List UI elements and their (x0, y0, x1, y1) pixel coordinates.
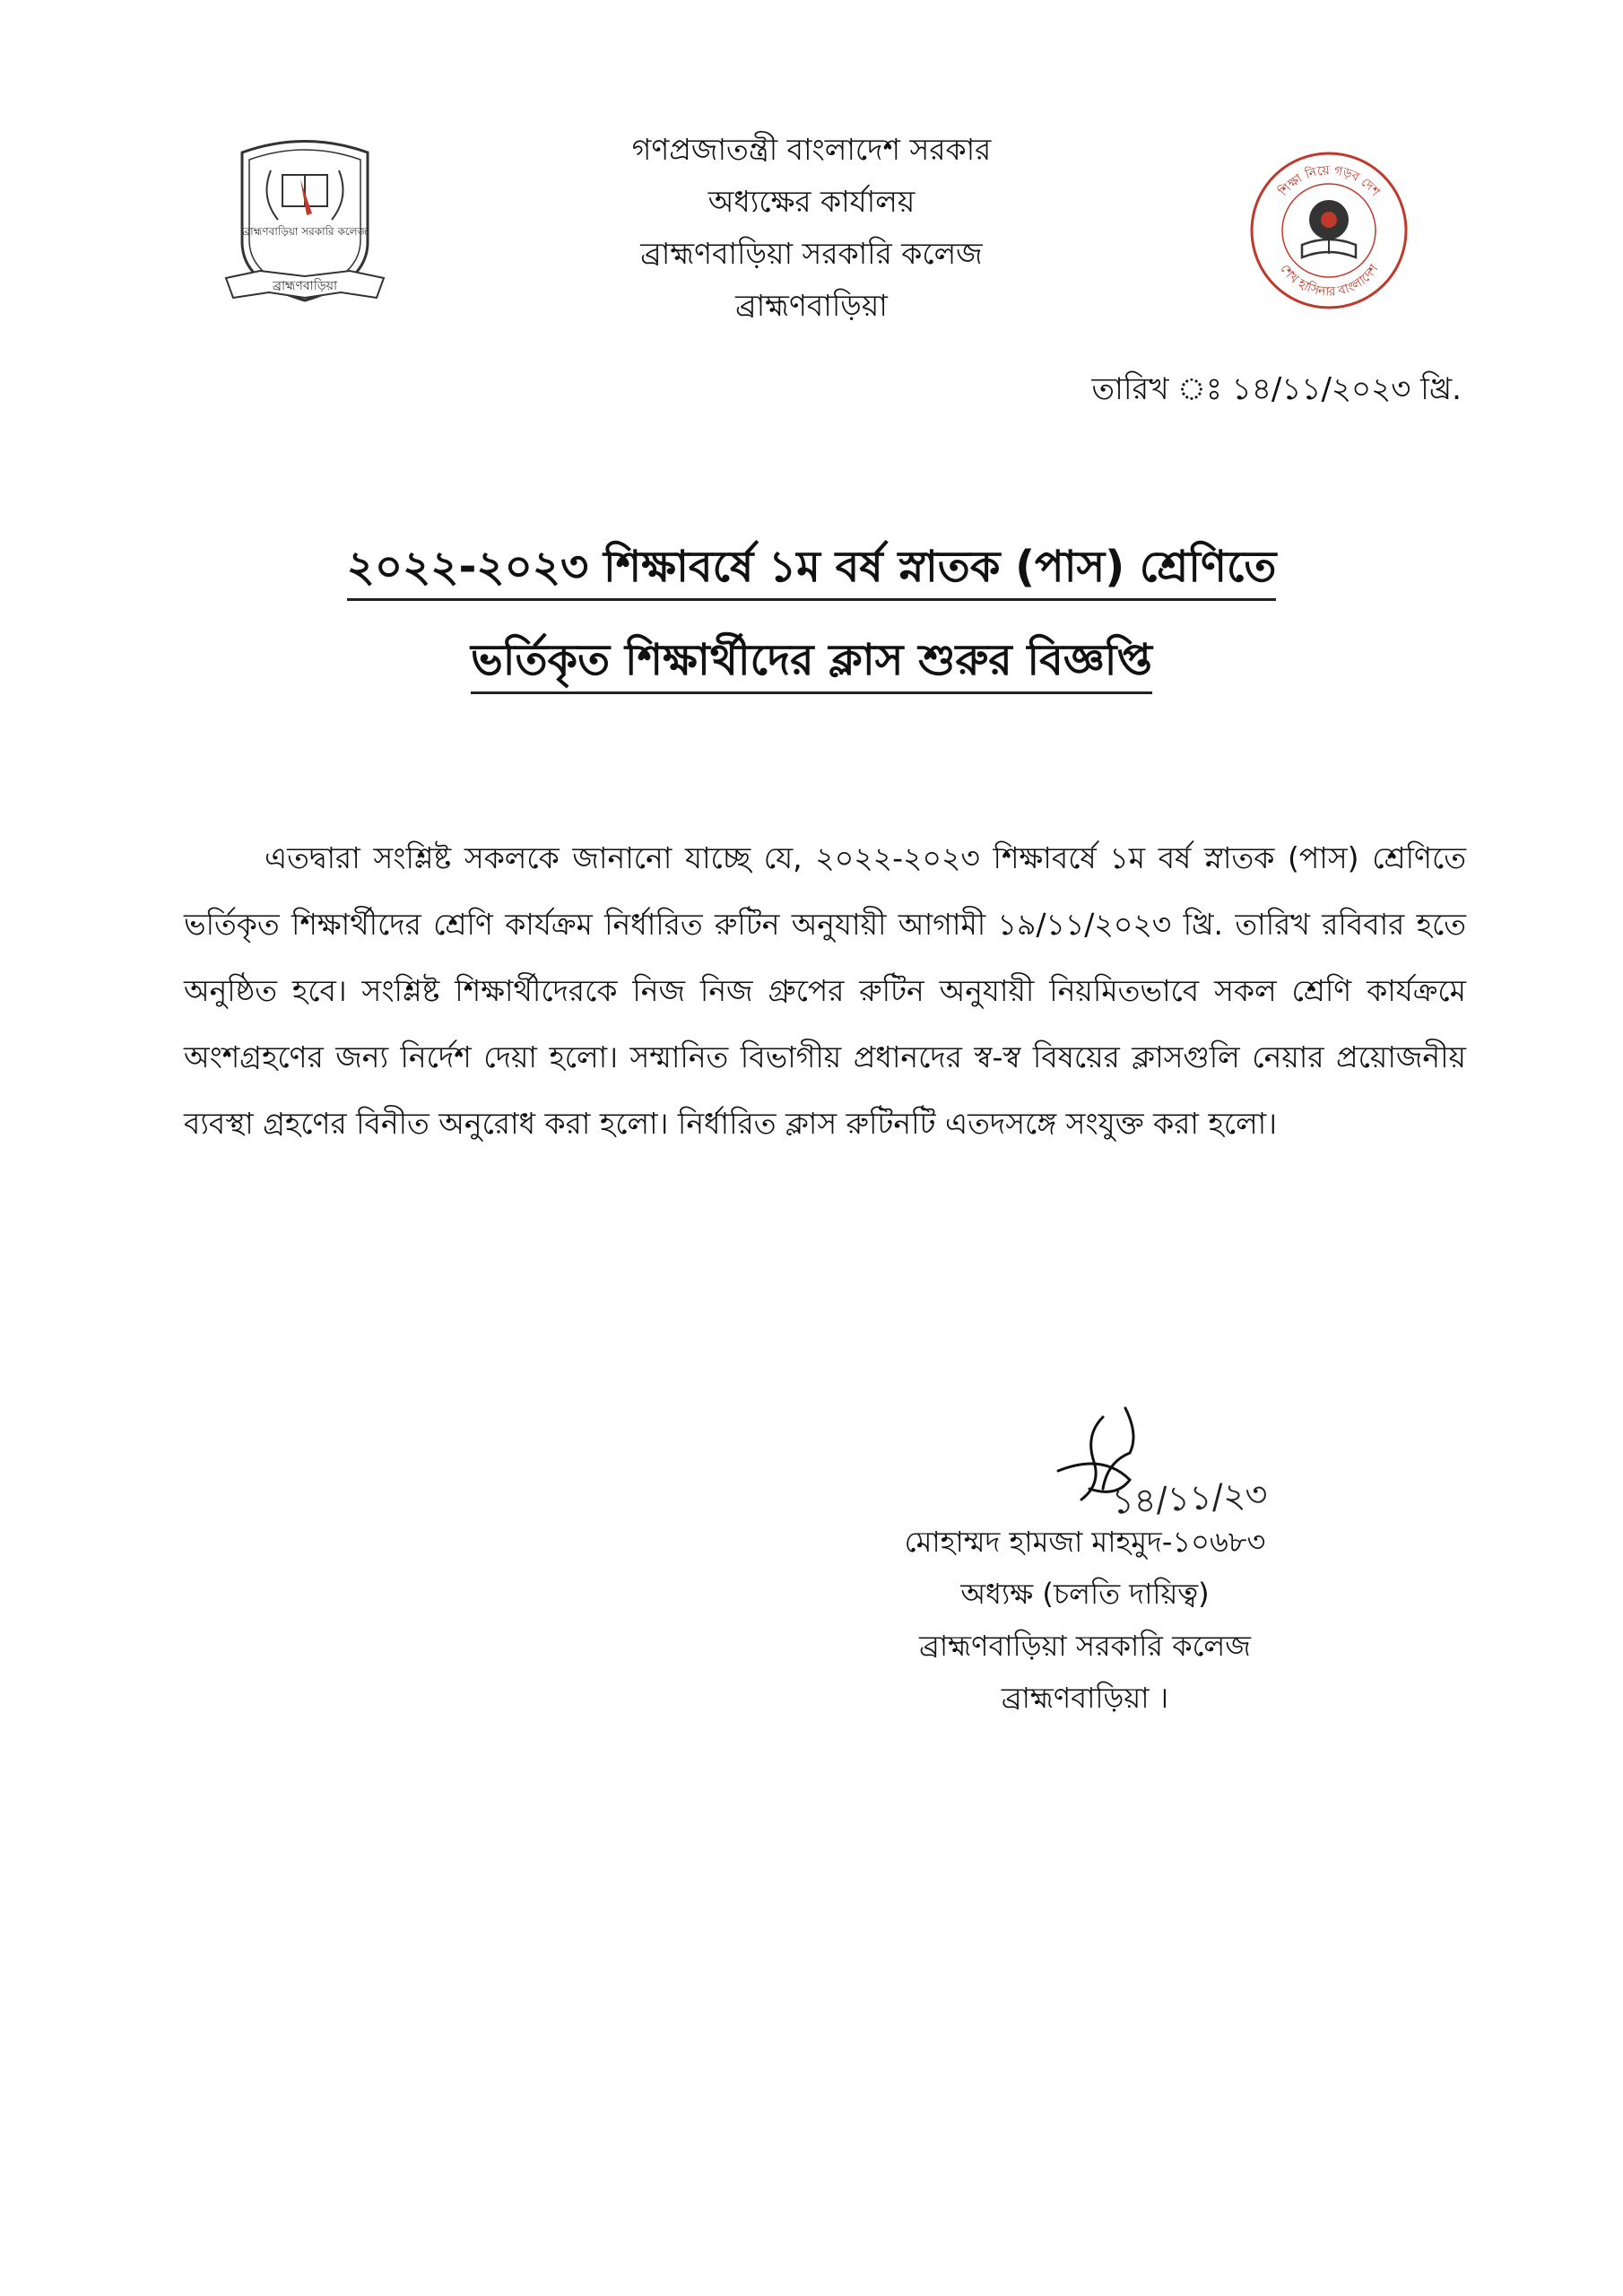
signature-block (834, 1516, 1336, 1724)
signatory-location: ব্রাহ্মণবাড়িয়া । (1001, 1681, 1169, 1715)
title-line-1: ২০২২-২০২৩ শিক্ষাবর্ষে ১ম বর্ষ স্নাতক (পাস) শ্রেণিতে (347, 535, 1277, 601)
notice-date: তারিখ ঃ ১৪/১১/২০২৩ খ্রি. (1091, 371, 1462, 407)
office-header (453, 124, 1170, 332)
signature-date: ১৪/১১/২৩ (1110, 1474, 1269, 1522)
crest-text: ব্রাহ্মণবাড়িয়া সরকারি কলেজ (242, 225, 368, 238)
header-line-college: ব্রাহ্মণবাড়িয়া সরকারি কলেজ (640, 236, 983, 271)
svg-text:শেখ হাসিনার বাংলাদেশ (1277, 262, 1382, 300)
emblem-top-text: শিক্ষা নিয়ে গড়ব দেশ (1276, 163, 1383, 199)
notice-body: এতদ্বারা সংশ্লিষ্ট সকলকে জানানো যাচ্ছে যে, ২০২২-২০২৩ শিক্ষাবর্ষে ১ম বর্ষ স্নাতক (পাস) শ্রেণিতে ভর্তিকৃত শিক্ষার্থীদের শ্রেণি কার্যক্রম নির্ধারিত রুটিন অনুযায়ী আগামী ১৯/১১/২০২৩ খ্রি. তারিখ রবিবার হতে অনুষ্ঠিত হবে। সংশ্লিষ্ট শিক্ষার্থীদেরকে নিজ নিজ গ্রুপের রুটিন অনুযায়ী নিয়মিতভাবে সকল শ্রেণি কার্যক্রমে অংশগ্রহণের জন্য নির্দেশ দেয়া হলো। সম্মানিত বিভাগীয় প্রধানদের স্ব-স্ব বিষয়ের ক্লাসগুলি নেয়ার প্রয়োজনীয় ব্যবস্থা গ্রহণের বিনীত অনুরোধ করা হলো। নির্ধারিত ক্লাস রুটিনটি এতদসঙ্গে সংযুক্ত করা হলো। (184, 840, 1466, 1141)
signatory-institution: ব্রাহ্মণবাড়িয়া সরকারি কলেজ (919, 1629, 1251, 1663)
header-line-office: অধ্যক্ষের কার্যালয় (707, 184, 916, 219)
header-line-location: ব্রাহ্মণবাড়িয়া (735, 288, 888, 323)
college-crest-logo (224, 135, 386, 314)
signatory-designation: অধ্যক্ষ (চলতি দায়িত্ব) (960, 1577, 1210, 1611)
title-line-2: ভর্তিকৃত শিক্ষার্থীদের ক্লাস শুরুর বিজ্ঞপ্তি (471, 629, 1152, 694)
signatory-name: মোহাম্মদ হামজা মাহমুদ-১০৬৮৩ (904, 1525, 1266, 1559)
emblem-bottom-text: শেখ হাসিনার বাংলাদেশ (1277, 261, 1382, 300)
slogan-emblem-logo (1246, 148, 1412, 314)
svg-text:শিক্ষা নিয়ে গড়ব দেশ (1275, 163, 1383, 200)
header-line-government: গণপ্রজাতন্ত্রী বাংলাদেশ সরকার (631, 132, 992, 167)
notice-title (161, 520, 1462, 707)
crest-ribbon-text: ব্রাহ্মণবাড়িয়া (272, 279, 338, 293)
